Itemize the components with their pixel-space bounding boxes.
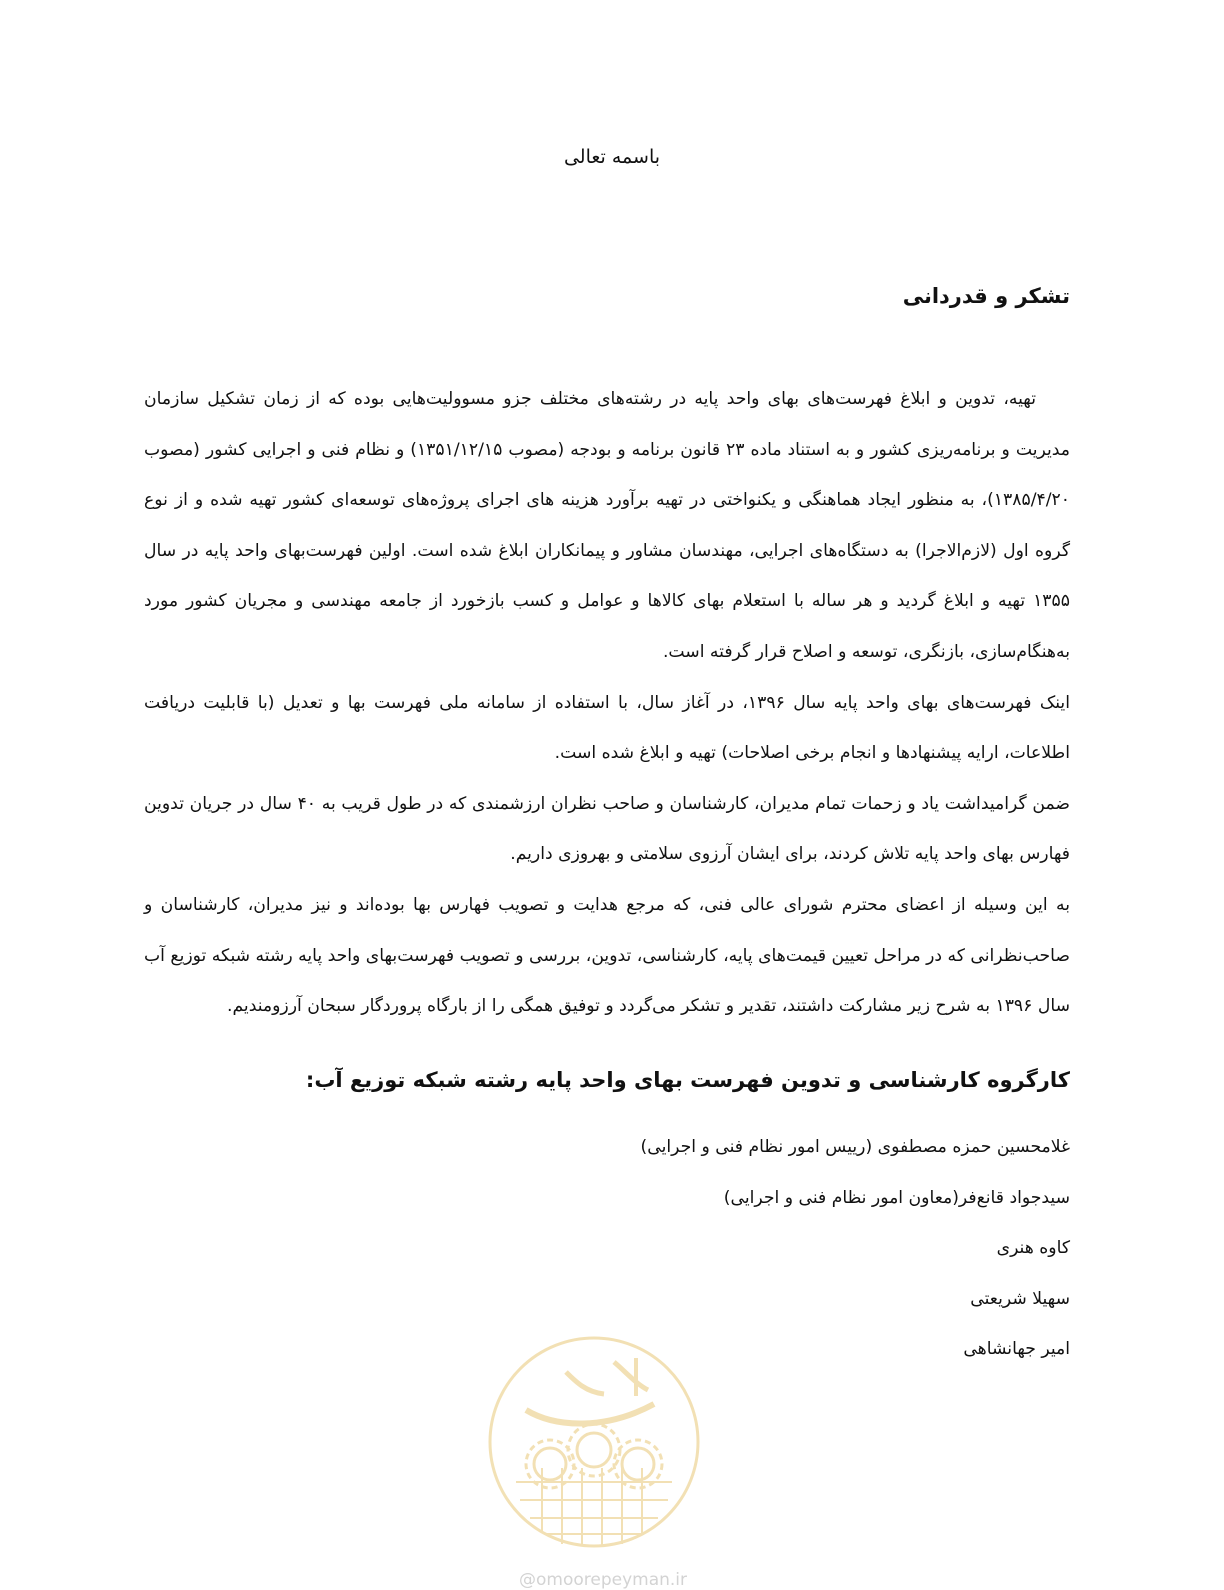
list-item: امیر جهانشاهی [963, 1339, 1070, 1359]
invocation-header: باسمه تعالی [563, 146, 661, 168]
watermark-caption: @omoorepeyman.ir [518, 1570, 688, 1590]
watermark-logo [486, 1332, 702, 1554]
workgroup-title: کارگروه کارشناسی و تدوین فهرست بهای واحد پایه رشته شبکه توزیع آب: [305, 1068, 1070, 1092]
list-item: سیدجواد قانع‌فر(معاون امور نظام فنی و اجرایی) [723, 1187, 1070, 1208]
paragraph-remembrance: ضمن گرامیداشت یاد و زحمات تمام مدیران، کارشناسان و صاحب نظران ارزشمندی که در طول قریب به ۴۰ سال در جریان تدوین فهارس بهای واحد پایه تلاش کردند، برای ایشان آرزوی سلامتی و بهروزی داریم. [144, 793, 1070, 865]
list-item: سهیلا شریعتی [970, 1288, 1070, 1309]
list-item: کاوه هنری [996, 1238, 1070, 1258]
list-item: غلامحسین حمزه مصطفوی (رییس امور نظام فنی و اجرایی) [640, 1137, 1070, 1157]
paragraph-thanks: به این وسیله از اعضای محترم شورای عالی فنی، که مرجع هدایت و تصویب فهارس بها بوده‌اند و نیز مدیران، کارشناسان و صاحب‌نظرانی که در مراحل تعیین قیمت‌های پایه، کارشناسی، تدوین، بررسی و تصویب فهرست‌بهای واحد پایه رشته شبکه توزیع آب سال ۱۳۹۶ به شرح زیر مشارکت داشتند، تقدیر و تشکر می‌گردد و توفیق همگی را از بارگاه پروردگار سبحان آرزومندیم. [144, 894, 1070, 1017]
acknowledgement-body [144, 374, 1070, 1032]
paragraph-history: تهیه، تدوین و ابلاغ فهرست‌های بهای واحد پایه در رشته‌های مختلف جزو مسوولیت‌هایی بوده که از زمان تشکیل سازمان مدیریت و برنامه‌ریزی کشور و به استناد ماده ۲۳ قانون برنامه و بودجه (مصوب ۱۳۵۱/۱۲/۱۵) و نظام فنی و اجرایی کشور (مصوب ۱۳۸۵/۴/۲۰)، به منظور ایجاد هماهنگی و یکنواختی در تهیه برآورد هزینه های اجرای پروژه‌های توسعه‌ای کشور تهیه شده و از نوع گروه اول (لازم‌الاجرا) به دستگاه‌های اجرایی، مهندسان مشاور و پیمانکاران ابلاغ شده است. اولین فهرست‌بهای واحد پایه در سال ۱۳۵۵ تهیه و ابلاغ گردید و هر ساله با استعلام بهای کالاها و عوامل و کسب بازخورد از جامعه مهندسی و مجریان کشور مورد به‌هنگام‌سازی، بازنگری، توسعه و اصلاح قرار گرفته است. [144, 389, 1070, 662]
workgroup-members-list [641, 1122, 1070, 1375]
acknowledgement-title: تشکر و قدردانی [902, 284, 1070, 308]
paragraph-current-year: اینک فهرست‌های بهای واحد پایه سال ۱۳۹۶، در آغاز سال، با استفاده از سامانه ملی فهرست بها و تعدیل (با قابلیت دریافت اطلاعات، ارایه پیشنهادها و انجام برخی اصلاحات) تهیه و ابلاغ شده است. [144, 692, 1070, 764]
